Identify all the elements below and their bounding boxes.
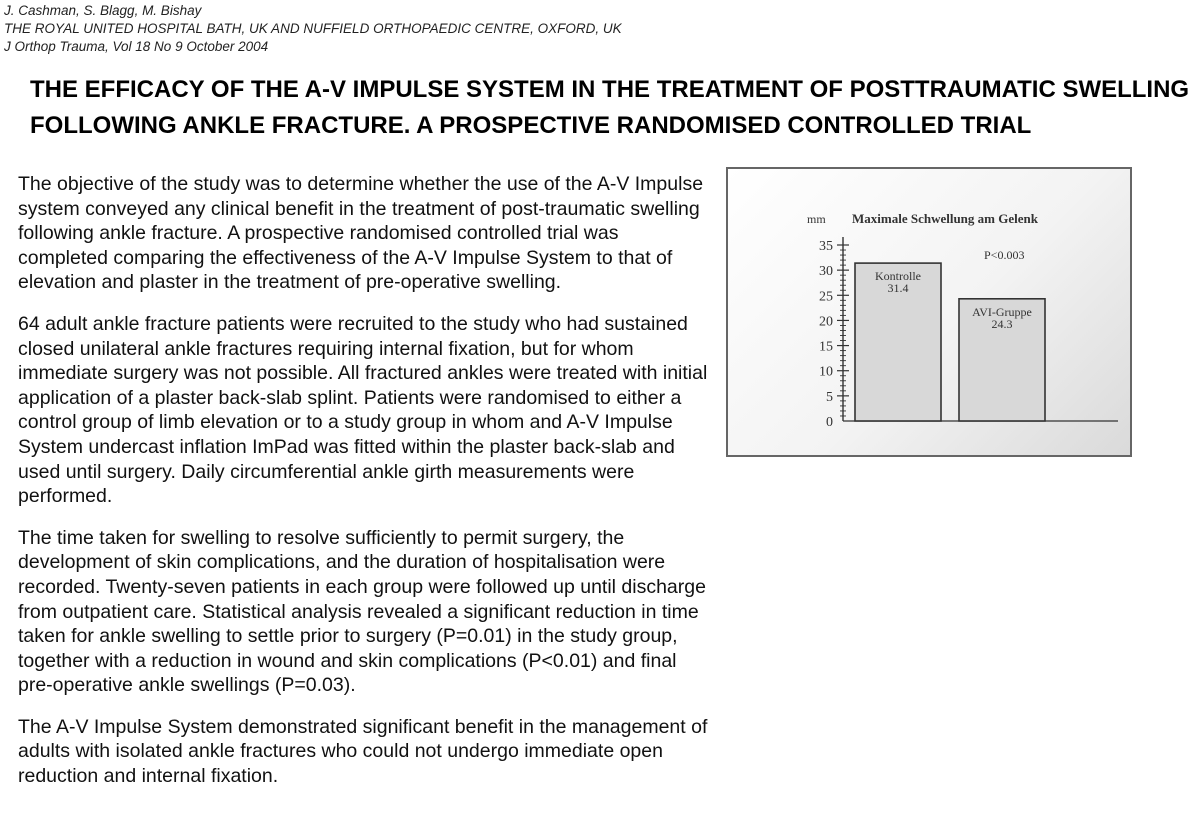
paragraph-objective: The objective of the study was to determine whether the use of the A-V Impulse system conveyed any clinical benefit in the treatment of post-traumatic swelling following ankle fracture. A prospective randomised controlled trial was completed comparing the effectiveness of the A-V Impulse System to that of elevation and plaster in the treatment of pre-operative swelling. (18, 173, 704, 294)
citation: J Orthop Trauma, Vol 18 No 9 October 2004 (4, 39, 269, 54)
chart-marks (819, 237, 1118, 430)
paragraph-conclusion: The A-V Impulse System demonstrated significant benefit in the management of adults with isolated ankle fractures who could not undergo immediate open reduction and internal fixation. (18, 715, 708, 788)
bar-value-avi-gruppe: 24.3 (991, 316, 1013, 331)
y-tick-label-35: 35 (819, 239, 833, 254)
bar-label-kontrolle: Kontrolle (875, 269, 921, 284)
y-tick-label-20: 20 (819, 314, 833, 330)
y-tick-label-25: 25 (819, 289, 833, 305)
y-tick-label-10: 10 (819, 364, 833, 380)
article-meta (4, 2, 622, 56)
abstract-body (18, 172, 708, 806)
y-tick-label-30: 30 (819, 264, 833, 280)
y-tick-label-5: 5 (826, 389, 833, 405)
bar-label-avi-gruppe: AVI-Gruppe (972, 304, 1032, 319)
chart-canvas (728, 169, 1130, 455)
institution: THE ROYAL UNITED HOSPITAL BATH, UK AND NUFFIELD ORTHOPAEDIC CENTRE, OXFORD, UK (4, 21, 622, 36)
chart-annotation: P<0.003 (984, 248, 1025, 262)
y-tick-label-0: 0 (826, 415, 833, 430)
authors: J. Cashman, S. Blagg, M. Bishay (4, 3, 202, 18)
title-line-2: FOLLOWING ANKLE FRACTURE. A PROSPECTIVE RANDOMISED CONTROLLED TRIAL (30, 112, 1032, 139)
paragraph-results: The time taken for swelling to resolve sufficiently to permit surgery, the development of skin complications, and the duration of hospitalisation were recorded. Twenty-seven patients in each group were followed up until discharge from outpatient care. Statistical analysis revealed a significant reduction in time taken for ankle swelling to settle prior to surgery (P=0.01) in the study group, together with a reduction in wound and skin complications (P<0.01) and final pre-operative ankle swellings (P=0.03). (18, 526, 706, 697)
chart-ylabel: mm (807, 212, 826, 226)
paragraph-methods: 64 adult ankle fracture patients were recruited to the study who had sustained closed unilateral ankle fractures requiring internal fixation, but for whom immediate surgery was not possible. All fractured ankles were treated with initial application of a plaster back-slab splint. Patients were randomised to either a control group of limb elevation or to a study group in whom and A-V Impulse System undercast inflation ImPad was fitted within the plaster back-slab and used until surgery. Daily circumferential ankle girth measurements were performed. (18, 312, 708, 508)
title-line-1: THE EFFICACY OF THE A-V IMPULSE SYSTEM IN THE TREATMENT OF POSTTRAUMATIC SWELLING (30, 76, 1190, 103)
y-tick-label-15: 15 (819, 339, 833, 355)
bar-value-kontrolle: 31.4 (887, 281, 909, 296)
chart-title: Maximale Schwellung am Gelenk (852, 211, 1038, 226)
swelling-bar-chart (726, 167, 1132, 457)
paper-title (30, 72, 1196, 144)
